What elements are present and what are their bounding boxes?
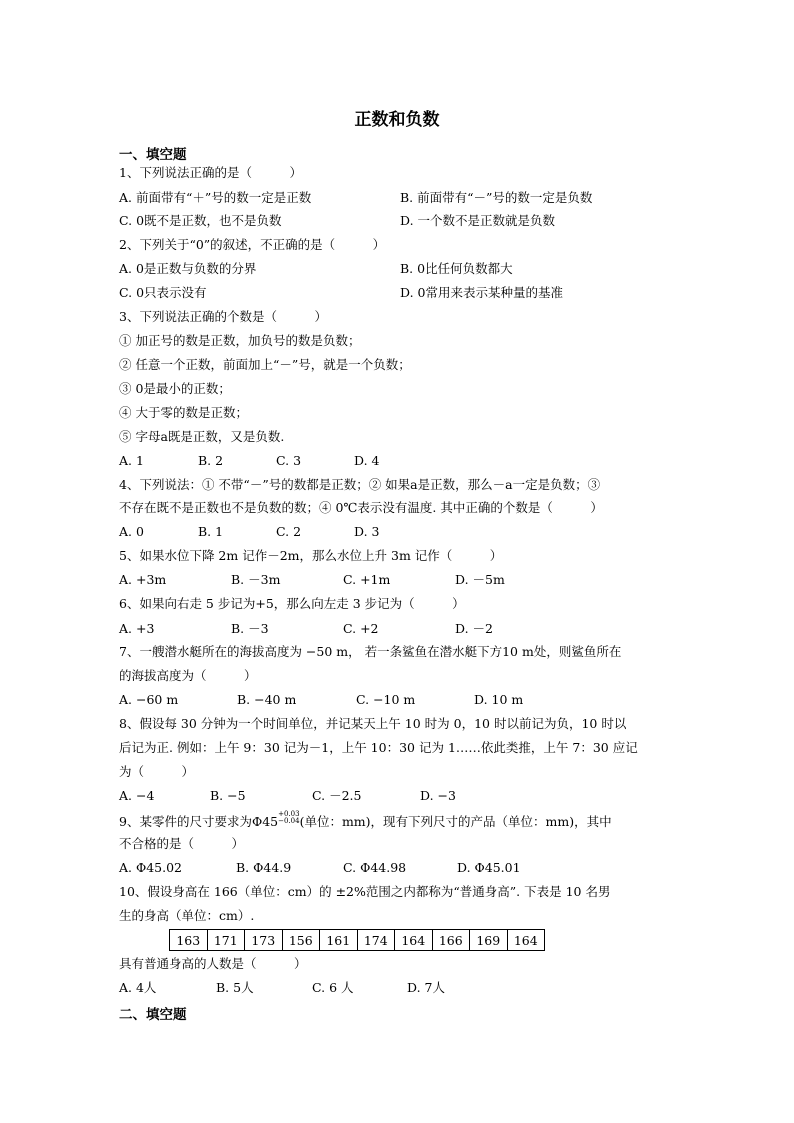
question-5-stem: 5、如果水位下降 2m 记作－2m，那么水位上升 3m 记作（ ） bbox=[119, 548, 503, 563]
question-3-statement-2: ② 任意一个正数，前面加上“－”号，就是一个负数； bbox=[119, 357, 411, 372]
question-8-option-d: D. −3 bbox=[420, 788, 456, 803]
question-8-option-c: C. －2.5 bbox=[312, 788, 362, 803]
question-9-option-b: B. Φ44.9 bbox=[236, 860, 292, 875]
tolerance-lower: −0.04 bbox=[278, 817, 300, 825]
height-cell: 166 bbox=[432, 930, 470, 951]
question-5-option-b: B. －3m bbox=[231, 572, 281, 587]
question-3-statement-3: ③ 0是最小的正数； bbox=[119, 381, 231, 396]
question-8-line-1: 8、假设每 30 分钟为一个时间单位，并记某天上午 10 时为 0，10 时以前记为负，10 时以 bbox=[119, 716, 627, 731]
question-3-option-d: D. 4 bbox=[354, 453, 380, 468]
question-1-stem: 1、下列说法正确的是（ ） bbox=[119, 165, 302, 180]
section-heading-1: 一、填空题 bbox=[119, 147, 187, 163]
question-1-option-a: A. 前面带有“＋”号的数一定是正数 bbox=[119, 190, 312, 205]
question-1-option-d: D. 一个数不是正数就是负数 bbox=[400, 213, 556, 228]
height-cell: 156 bbox=[282, 930, 320, 951]
question-3-stem: 3、下列说法正确的个数是（ ） bbox=[119, 309, 327, 324]
question-10-line-3: 具有普通身高的人数是（ ） bbox=[119, 956, 307, 971]
question-4-option-c: C. 2 bbox=[276, 524, 302, 539]
question-2-stem: 2、下列关于“0”的叙述，不正确的是（ ） bbox=[119, 237, 386, 252]
height-cell: 173 bbox=[245, 930, 283, 951]
height-cell: 169 bbox=[470, 930, 508, 951]
question-4-option-b: B. 1 bbox=[198, 524, 224, 539]
question-7-option-d: D. 10 m bbox=[474, 692, 524, 707]
question-9-line-2: 不合格的是（ ） bbox=[119, 836, 245, 851]
question-4-option-d: D. 3 bbox=[354, 524, 380, 539]
question-2-option-c: C. 0只表示没有 bbox=[119, 285, 207, 300]
height-cell: 163 bbox=[170, 930, 208, 951]
question-10-option-b: B. 5人 bbox=[216, 980, 254, 995]
tolerance-upper: +0.03 bbox=[278, 810, 300, 818]
height-cell: 161 bbox=[320, 930, 358, 951]
question-8-line-3: 为（ ） bbox=[119, 764, 195, 779]
height-cell: 164 bbox=[507, 930, 545, 951]
question-6-option-c: C. +2 bbox=[343, 621, 379, 636]
question-4-option-a: A. 0 bbox=[119, 524, 144, 539]
question-1-option-b: B. 前面带有“－”号的数一定是负数 bbox=[400, 190, 593, 205]
page-title: 正数和负数 bbox=[354, 110, 440, 130]
tolerance-stack bbox=[278, 811, 299, 825]
question-3-statement-4: ④ 大于零的数是正数； bbox=[119, 405, 248, 420]
question-3-statement-5: ⑤ 字母a既是正数，又是负数. bbox=[119, 429, 285, 444]
question-5-option-d: D. －5m bbox=[455, 572, 505, 587]
question-8-option-b: B. −5 bbox=[210, 788, 246, 803]
question-2-option-b: B. 0比任何负数都大 bbox=[400, 261, 513, 276]
question-6-option-d: D. －2 bbox=[455, 621, 493, 636]
question-2-option-a: A. 0是正数与负数的分界 bbox=[119, 261, 257, 276]
question-4-line-1: 4、下列说法：① 不带“－”号的数都是正数；② 如果a是正数，那么－a一定是负数；③ bbox=[119, 477, 601, 492]
question-9-stem-end: (单位：mm)，现有下列尺寸的产品（单位：mm)，其中 bbox=[299, 814, 612, 829]
question-7-option-a: A. −60 m bbox=[119, 692, 179, 707]
question-2-option-d: D. 0常用来表示某种量的基准 bbox=[400, 285, 563, 300]
question-9-line-1 bbox=[119, 811, 612, 831]
question-9-option-a: A. Φ45.02 bbox=[119, 860, 183, 875]
section-heading-2: 二、填空题 bbox=[119, 1007, 187, 1023]
question-7-option-b: B. −40 m bbox=[237, 692, 297, 707]
question-6-option-b: B. －3 bbox=[231, 621, 269, 636]
question-7-line-2: 的海拔高度为（ ） bbox=[119, 668, 257, 683]
question-7-line-1: 7、一艘潜水艇所在的海拔高度为 −50 m， 若一条鲨鱼在潜水艇下方10 m处，则鲨鱼所在 bbox=[119, 644, 622, 659]
question-10-option-a: A. 4人 bbox=[119, 980, 157, 995]
question-3-statement-1: ① 加正号的数是正数，加负号的数是负数； bbox=[119, 333, 361, 348]
question-5-option-c: C. +1m bbox=[343, 572, 391, 587]
question-7-option-c: C. −10 m bbox=[356, 692, 416, 707]
height-cell: 164 bbox=[395, 930, 433, 951]
question-4-line-2: 不存在既不是正数也不是负数的数；④ 0℃表示没有温度. 其中正确的个数是（ ） bbox=[119, 500, 603, 515]
question-9-option-c: C. Φ44.98 bbox=[343, 860, 407, 875]
height-cell: 174 bbox=[357, 930, 395, 951]
question-9-stem-start: 9、某零件的尺寸要求为Φ45 bbox=[119, 814, 279, 829]
question-1-option-c: C. 0既不是正数，也不是负数 bbox=[119, 213, 282, 228]
question-8-option-a: A. −4 bbox=[119, 788, 155, 803]
heights-table bbox=[169, 929, 545, 951]
question-9-option-d: D. Φ45.01 bbox=[457, 860, 521, 875]
question-10-line-1: 10、假设身高在 166（单位：cm）的 ±2%范围之内都称为“普通身高”. 下表是 10 名男 bbox=[119, 884, 611, 899]
question-10-option-c: C. 6 人 bbox=[312, 980, 354, 995]
question-10-option-d: D. 7人 bbox=[407, 980, 445, 995]
question-3-option-a: A. 1 bbox=[119, 453, 144, 468]
question-8-line-2: 后记为正. 例如：上午 9：30 记为－1，上午 10：30 记为 1……依此类推，上午 7：30 应记 bbox=[119, 740, 638, 755]
table-row bbox=[170, 930, 545, 951]
height-cell: 171 bbox=[207, 930, 245, 951]
question-3-option-b: B. 2 bbox=[198, 453, 224, 468]
question-6-stem: 6、如果向右走 5 步记为+5，那么向左走 3 步记为（ ） bbox=[119, 596, 465, 611]
question-3-option-c: C. 3 bbox=[276, 453, 302, 468]
question-6-option-a: A. +3 bbox=[119, 621, 155, 636]
question-5-option-a: A. +3m bbox=[119, 572, 167, 587]
question-10-line-2: 生的身高（单位：cm）. bbox=[119, 908, 255, 923]
